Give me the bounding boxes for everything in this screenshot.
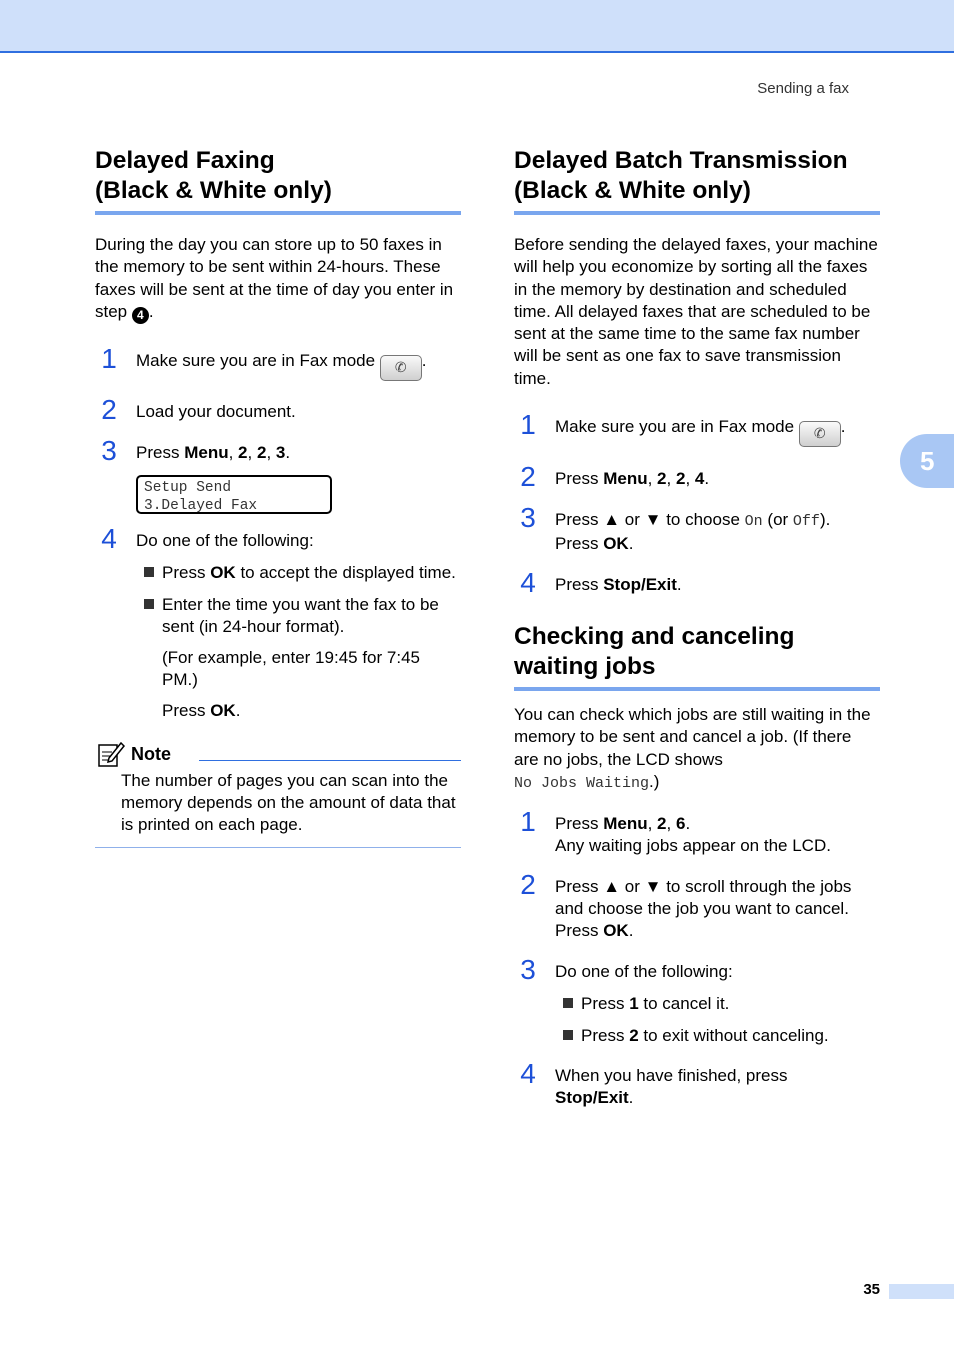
note-divider: [199, 760, 461, 761]
intro-paragraph: Before sending the delayed faxes, your machine will help you economize by sorting all the faxes in the memory by destination and scheduled time. All delayed faxes that are scheduled to be sent at the same time to the same fax number will be sent as one fax to save transmission time.: [514, 235, 878, 388]
step-2: 2 Press ▲ or ▼ to scroll through the jobs and choose the job you want to cancel. Press OK.: [514, 876, 880, 942]
step-number: 2: [520, 461, 536, 493]
step-number: 1: [520, 806, 536, 838]
step-number: 4: [520, 567, 536, 599]
step-number: 3: [520, 954, 536, 986]
bullet-item: Press 1 to cancel it.: [514, 993, 880, 1015]
fax-mode-button-icon: ✆: [799, 421, 841, 447]
running-title: Sending a fax: [757, 80, 849, 97]
step-number: 2: [101, 393, 117, 425]
fax-mode-button-icon: ✆: [380, 355, 422, 381]
step-number: 3: [101, 434, 117, 466]
step-1: 1 Make sure you are in Fax mode ✆ .: [95, 350, 461, 381]
section-title-delayed-faxing: Delayed Faxing (Black & White only): [95, 146, 461, 215]
step-reference-badge: 4: [132, 307, 149, 324]
right-column: [514, 146, 880, 1109]
step-3: 3 Press Menu, 2, 2, 3.: [95, 442, 461, 464]
bullet-square-icon: [144, 567, 154, 577]
chapter-tab: 5: [900, 434, 954, 488]
down-arrow-icon: ▼: [644, 877, 662, 897]
section-title-checking-canceling: Checking and canceling waiting jobs: [514, 622, 880, 691]
step-4: 4 Do one of the following:: [95, 530, 461, 552]
step-3: 3 Press ▲ or ▼ to choose On (or Off). Press OK.: [514, 509, 880, 555]
step-1: 1 Press Menu, 2, 6. Any waiting jobs appear on the LCD.: [514, 813, 880, 857]
bullet-item: Press OK to accept the displayed time.: [95, 562, 461, 584]
note-title: Note: [131, 743, 171, 764]
page-number: 35: [863, 1281, 880, 1298]
step-number: 1: [520, 409, 536, 441]
example-text: (For example, enter 19:45 for 7:45 PM.): [162, 647, 420, 689]
step-2: 2 Press Menu, 2, 2, 4.: [514, 468, 880, 490]
step-number: 4: [101, 522, 117, 554]
note-bottom-rule: [95, 847, 461, 848]
intro-paragraph: During the day you can store up to 50 faxes in the memory to be sent within 24-hours. These faxes will be sent at the time of day you enter in step 4 .: [95, 235, 454, 322]
step-1: 1 Make sure you are in Fax mode ✆ .: [514, 416, 880, 447]
footer-band: [889, 1284, 954, 1299]
bullet-item: Enter the time you want the fax to be sent (in 24-hour format).: [95, 594, 461, 638]
note-box: [95, 740, 461, 848]
header-band: [0, 0, 954, 53]
up-arrow-icon: ▲: [603, 877, 621, 897]
bullet-square-icon: [144, 599, 154, 609]
intro-paragraph: You can check which jobs are still waiting in the memory to be sent and cancel a job. (If there are no jobs, the LCD shows No Jobs Waiting.): [514, 705, 871, 792]
step-3: 3 Do one of the following:: [514, 961, 880, 983]
bullet-square-icon: [563, 1030, 573, 1040]
up-arrow-icon: ▲: [603, 510, 621, 530]
step-4: 4 Press Stop/Exit.: [514, 574, 880, 596]
step-4: 4 When you have finished, press Stop/Exit.: [514, 1065, 880, 1109]
step-number: 2: [520, 869, 536, 901]
step-2: 2 Load your document.: [95, 401, 461, 423]
bullet-item: Press 2 to exit without canceling.: [514, 1025, 880, 1047]
down-arrow-icon: ▼: [644, 510, 662, 530]
step-number: 3: [520, 502, 536, 534]
note-text: The number of pages you can scan into the memory depends on the amount of data that is printed on each page.: [121, 770, 456, 835]
lcd-display: Setup Send 3.Delayed Fax: [136, 475, 332, 514]
left-column: [95, 146, 461, 848]
step-number: 1: [101, 342, 117, 374]
note-pencil-icon: [97, 740, 125, 768]
press-ok-text: Press OK.: [162, 700, 241, 720]
bullet-square-icon: [563, 998, 573, 1008]
section-title-delayed-batch: Delayed Batch Transmission (Black & White only): [514, 146, 880, 215]
step-number: 4: [520, 1058, 536, 1090]
